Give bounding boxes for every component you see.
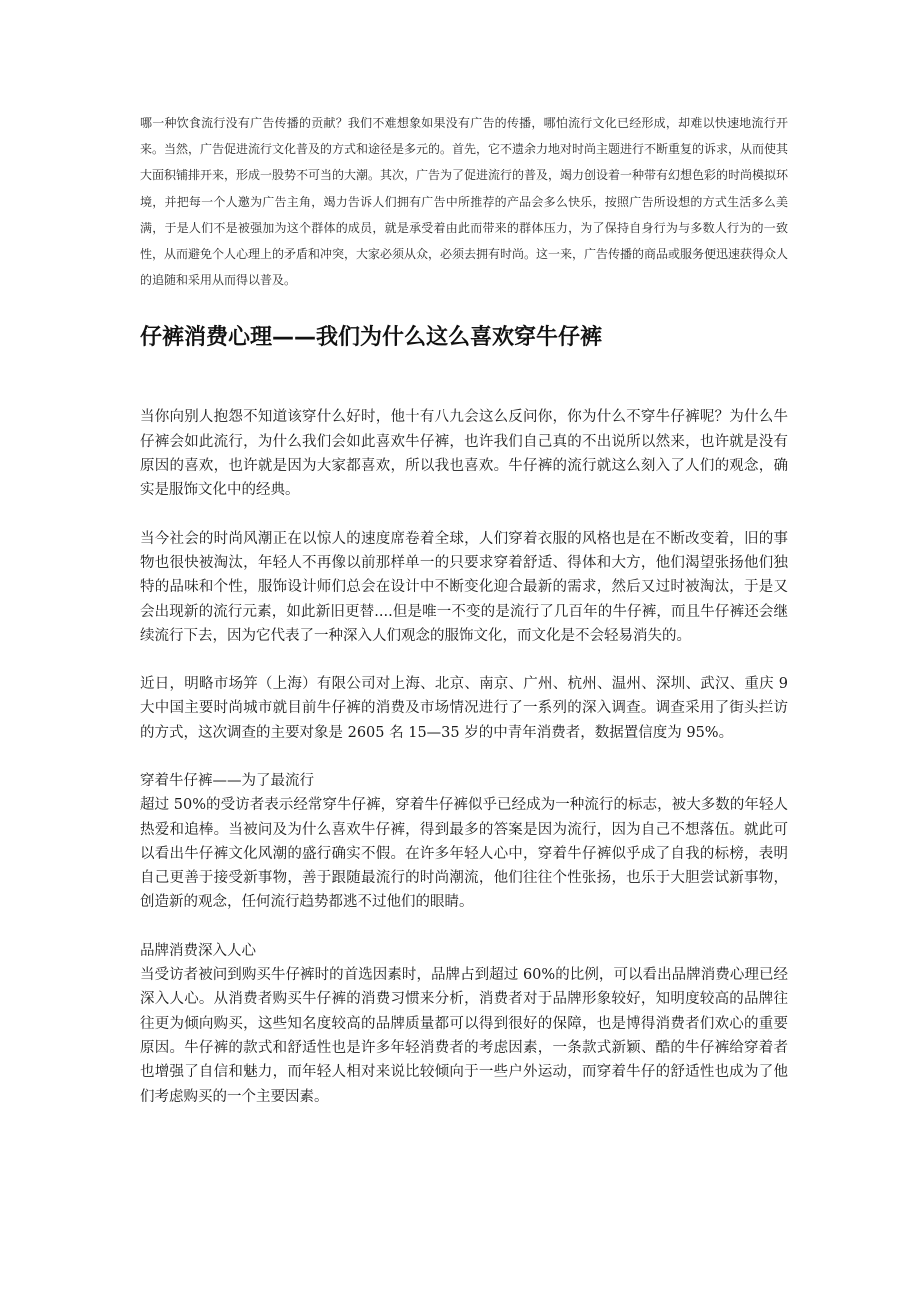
section-heading-popularity: 穿着牛仔裤——为了最流行 [140,772,314,789]
intro-paragraph: 哪一种饮食流行没有广告传播的贡献？我们不难想象如果没有广告的传播，哪怕流行文化已经形成，却难以快速地流行开来。当然，广告促进流行文化普及的方式和途径是多元的。首先，它不遗余力地对时尚主题进行不断重复的诉求，从而使其大面积铺排开来，形成一股势不可当的大潮。其次，广告为了促进流行的普及，竭力创设着一种带有幻想色彩的时尚模拟环境，并把每一个人邀为广告主角，竭力告诉人们拥有广告中所推荐的产品会多么快乐，按照广告所设想的方式生活多么美满，于是人们不是被强加为这个群体的成员，就是承受着由此而带来的群体压力，为了保持自身行为与多数人行为的一致性，从而避免个人心理上的矛盾和冲突，大家必须从众，必须去拥有时尚。这一来，广告传播的商品或服务便迅速获得众人的追随和采用从而得以普及。 [140,116,789,288]
paragraph-1: 当你向别人抱怨不知道该穿什么好时，他十有八九会这么反问你，你为什么不穿牛仔裤呢？为什么牛仔裤会如此流行，为什么我们会如此喜欢牛仔裤，也许我们自己真的不出说所以然来，也许就是没有原因的喜欢，也许就是因为大家都喜欢，所以我也喜欢。牛仔裤的流行就这么刻入了人们的观念，确实是服饰文化中的经典。 [140,409,788,499]
paragraph-2: 当今社会的时尚风潮正在以惊人的速度席卷着全球，人们穿着衣服的风格也是在不断改变着，旧的事物也很快被淘汰，年轻人不再像以前那样单一的只要求穿着舒适、得体和大方，他们渴望张扬他们独特的品味和个性，服饰设计师们总会在设计中不断变化迎合最新的需求，然后又过时被淘汰，于是又会出现新的流行元素，如此新旧更替....但是唯一不变的是流行了几百年的牛仔裤，而且牛仔裤还会继续流行下去，因为它代表了一种深入人们观念的服饰文化，而文化是不会轻易消失的。 [140,530,788,644]
section-text-popularity: 超过 50%的受访者表示经常穿牛仔裤，穿着牛仔裤似乎已经成为一种流行的标志，被大多数的年轻人热爱和追棒。当被问及为什么喜欢牛仔裤，得到最多的答案是因为流行，因为自己不想落伍。就此可以看出牛仔裤文化风潮的盛行确实不假。在许多年轻人心中，穿着牛仔裤似乎成了自我的标榜，表明自己更善于接受新事物，善于跟随最流行的时尚潮流，他们往往个性张扬，也乐于大胆尝试新事物，创造新的观念，任何流行趋势都逃不过他们的眼睛。 [140,797,788,911]
paragraph-3: 近日，明略市场笄（上海）有限公司对上海、北京、南京、广州、杭州、温州、深圳、武汉、重庆 9 大中国主要时尚城市就目前牛仔裤的消费及市场情况进行了一系列的深入调查。调查采用了街头拦访的方式，这次调查的主要对象是 2605 名 15—35 岁的中青年消费者，数据置信度为 95%。 [140,676,788,741]
article-title: 仔裤消费心理——我们为什么这么喜欢穿牛仔裤 [140,325,603,351]
section-text-brand: 当受访者被问到购买牛仔裤时的首选因素时，品牌占到超过 60%的比例，可以看出品牌消费心理已经深入人心。从消费者购买牛仔裤的消费习惯来分析，消费者对于品牌形象较好，知明度较高的品牌往往更为倾向购买，这些知名度较高的品牌质量都可以得到很好的保障，也是博得消费者们欢心的重要原因。牛仔裤的款式和舒适性也是许多年轻消费者的考虑因素，一条款式新颖、酷的牛仔裤给穿着者也增强了自信和魅力，而年轻人相对来说比较倾向于一些户外运动，而穿着牛仔的舒适性也成为了他们考虑购买的一个主要因素。 [140,967,788,1105]
section-heading-brand: 品牌消费深入人心 [140,942,256,959]
document-page [140,110,788,1109]
